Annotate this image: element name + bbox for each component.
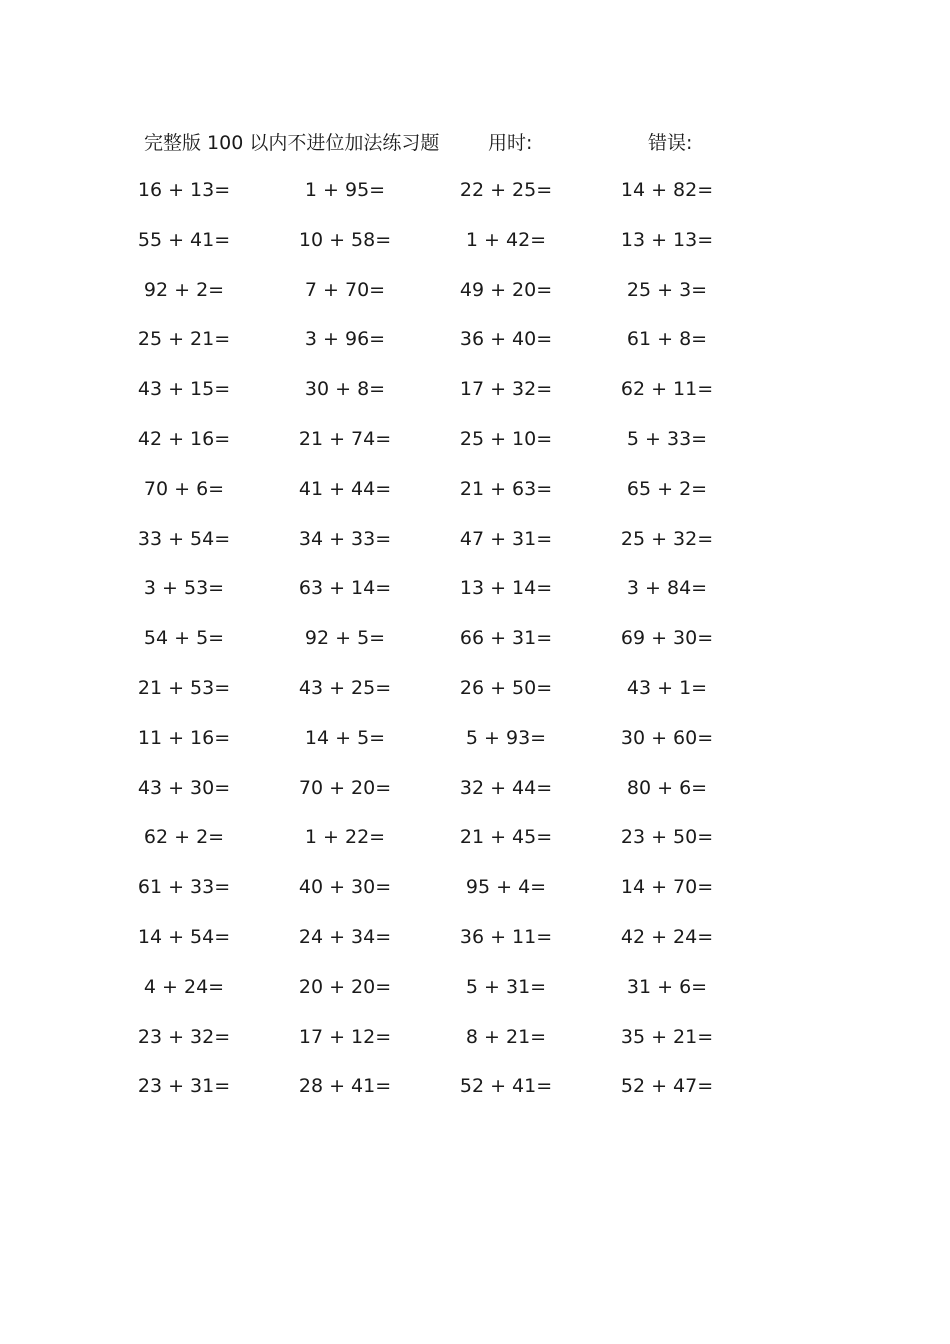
- addition-problem: 13 + 14=: [459, 577, 553, 600]
- addition-problem: 1 + 95=: [304, 179, 386, 201]
- addition-problem: 70 + 6=: [143, 477, 225, 500]
- addition-problem: 30 + 60=: [620, 726, 714, 749]
- problem-row: [0, 973, 950, 1023]
- problem-row: [0, 176, 950, 226]
- addition-problem: 13 + 13=: [620, 228, 714, 251]
- addition-problem: 14 + 5=: [304, 726, 386, 749]
- addition-problem: 43 + 1=: [626, 676, 708, 699]
- problem-row: [0, 425, 950, 475]
- addition-problem: 55 + 41=: [137, 228, 231, 251]
- addition-problem: 3 + 84=: [626, 577, 708, 600]
- addition-problem: 66 + 31=: [459, 627, 553, 650]
- problem-row: [0, 1072, 950, 1122]
- addition-problem: 36 + 11=: [459, 925, 553, 948]
- addition-problem: 42 + 24=: [620, 925, 714, 948]
- addition-problem: 92 + 2=: [143, 278, 225, 301]
- problem-row: [0, 624, 950, 674]
- addition-problem: 32 + 44=: [459, 776, 553, 799]
- addition-problem: 62 + 2=: [143, 826, 225, 849]
- addition-problem: 49 + 20=: [459, 278, 553, 301]
- problem-row: [0, 226, 950, 276]
- addition-problem: 65 + 2=: [626, 477, 708, 500]
- addition-problem: 7 + 70=: [304, 278, 386, 301]
- addition-problem: 23 + 32=: [137, 1025, 231, 1048]
- addition-problem: 17 + 12=: [298, 1025, 392, 1048]
- problem-grid: [0, 176, 950, 1122]
- addition-problem: 25 + 32=: [620, 527, 714, 550]
- addition-problem: 10 + 58=: [298, 228, 392, 251]
- addition-problem: 35 + 21=: [620, 1025, 714, 1048]
- addition-problem: 52 + 47=: [620, 1075, 714, 1098]
- problem-row: [0, 325, 950, 375]
- error-label: 错误:: [648, 132, 693, 154]
- addition-problem: 61 + 33=: [137, 876, 231, 899]
- addition-problem: 23 + 31=: [137, 1075, 231, 1098]
- addition-problem: 42 + 16=: [137, 427, 231, 450]
- problem-row: [0, 375, 950, 425]
- addition-problem: 63 + 14=: [298, 577, 392, 600]
- addition-problem: 62 + 11=: [620, 378, 714, 401]
- addition-problem: 5 + 93=: [465, 726, 547, 749]
- problem-row: [0, 774, 950, 824]
- addition-problem: 61 + 8=: [626, 328, 708, 351]
- problem-row: [0, 475, 950, 525]
- worksheet-header: [0, 128, 950, 156]
- addition-problem: 43 + 15=: [137, 378, 231, 401]
- addition-problem: 36 + 40=: [459, 328, 553, 351]
- problem-row: [0, 923, 950, 973]
- addition-problem: 14 + 82=: [620, 179, 714, 201]
- addition-problem: 22 + 25=: [459, 179, 553, 201]
- addition-problem: 14 + 70=: [620, 876, 714, 899]
- problem-row: [0, 276, 950, 326]
- addition-problem: 30 + 8=: [304, 378, 386, 401]
- addition-problem: 25 + 3=: [626, 278, 708, 301]
- problem-row: [0, 724, 950, 774]
- addition-problem: 5 + 33=: [626, 427, 708, 450]
- addition-problem: 24 + 34=: [298, 925, 392, 948]
- addition-problem: 5 + 31=: [465, 975, 547, 998]
- problem-row: [0, 873, 950, 923]
- addition-problem: 92 + 5=: [304, 627, 386, 650]
- addition-problem: 21 + 74=: [298, 427, 392, 450]
- worksheet-title: 完整版 100 以内不进位加法练习题: [144, 132, 440, 154]
- problem-row: [0, 1023, 950, 1073]
- addition-problem: 69 + 30=: [620, 627, 714, 650]
- addition-problem: 1 + 22=: [304, 826, 386, 849]
- addition-problem: 8 + 21=: [465, 1025, 547, 1048]
- addition-problem: 21 + 53=: [137, 676, 231, 699]
- addition-problem: 21 + 63=: [459, 477, 553, 500]
- addition-problem: 17 + 32=: [459, 378, 553, 401]
- addition-problem: 95 + 4=: [465, 876, 547, 899]
- addition-problem: 52 + 41=: [459, 1075, 553, 1098]
- addition-problem: 20 + 20=: [298, 975, 392, 998]
- addition-problem: 16 + 13=: [137, 179, 231, 201]
- addition-problem: 3 + 96=: [304, 328, 386, 351]
- problem-row: [0, 823, 950, 873]
- addition-problem: 40 + 30=: [298, 876, 392, 899]
- addition-problem: 28 + 41=: [298, 1075, 392, 1098]
- addition-problem: 1 + 42=: [465, 228, 547, 251]
- addition-problem: 34 + 33=: [298, 527, 392, 550]
- addition-problem: 25 + 21=: [137, 328, 231, 351]
- addition-problem: 11 + 16=: [137, 726, 231, 749]
- addition-problem: 80 + 6=: [626, 776, 708, 799]
- addition-problem: 33 + 54=: [137, 527, 231, 550]
- addition-problem: 26 + 50=: [459, 676, 553, 699]
- addition-problem: 43 + 30=: [137, 776, 231, 799]
- addition-problem: 41 + 44=: [298, 477, 392, 500]
- addition-problem: 70 + 20=: [298, 776, 392, 799]
- addition-problem: 47 + 31=: [459, 527, 553, 550]
- time-label: 用时:: [488, 132, 533, 154]
- problem-row: [0, 674, 950, 724]
- addition-problem: 3 + 53=: [143, 577, 225, 600]
- problem-row: [0, 525, 950, 575]
- addition-problem: 25 + 10=: [459, 427, 553, 450]
- addition-problem: 23 + 50=: [620, 826, 714, 849]
- addition-problem: 14 + 54=: [137, 925, 231, 948]
- addition-problem: 21 + 45=: [459, 826, 553, 849]
- addition-problem: 4 + 24=: [143, 975, 225, 998]
- addition-problem: 43 + 25=: [298, 676, 392, 699]
- problem-row: [0, 574, 950, 624]
- addition-problem: 31 + 6=: [626, 975, 708, 998]
- addition-problem: 54 + 5=: [143, 627, 225, 650]
